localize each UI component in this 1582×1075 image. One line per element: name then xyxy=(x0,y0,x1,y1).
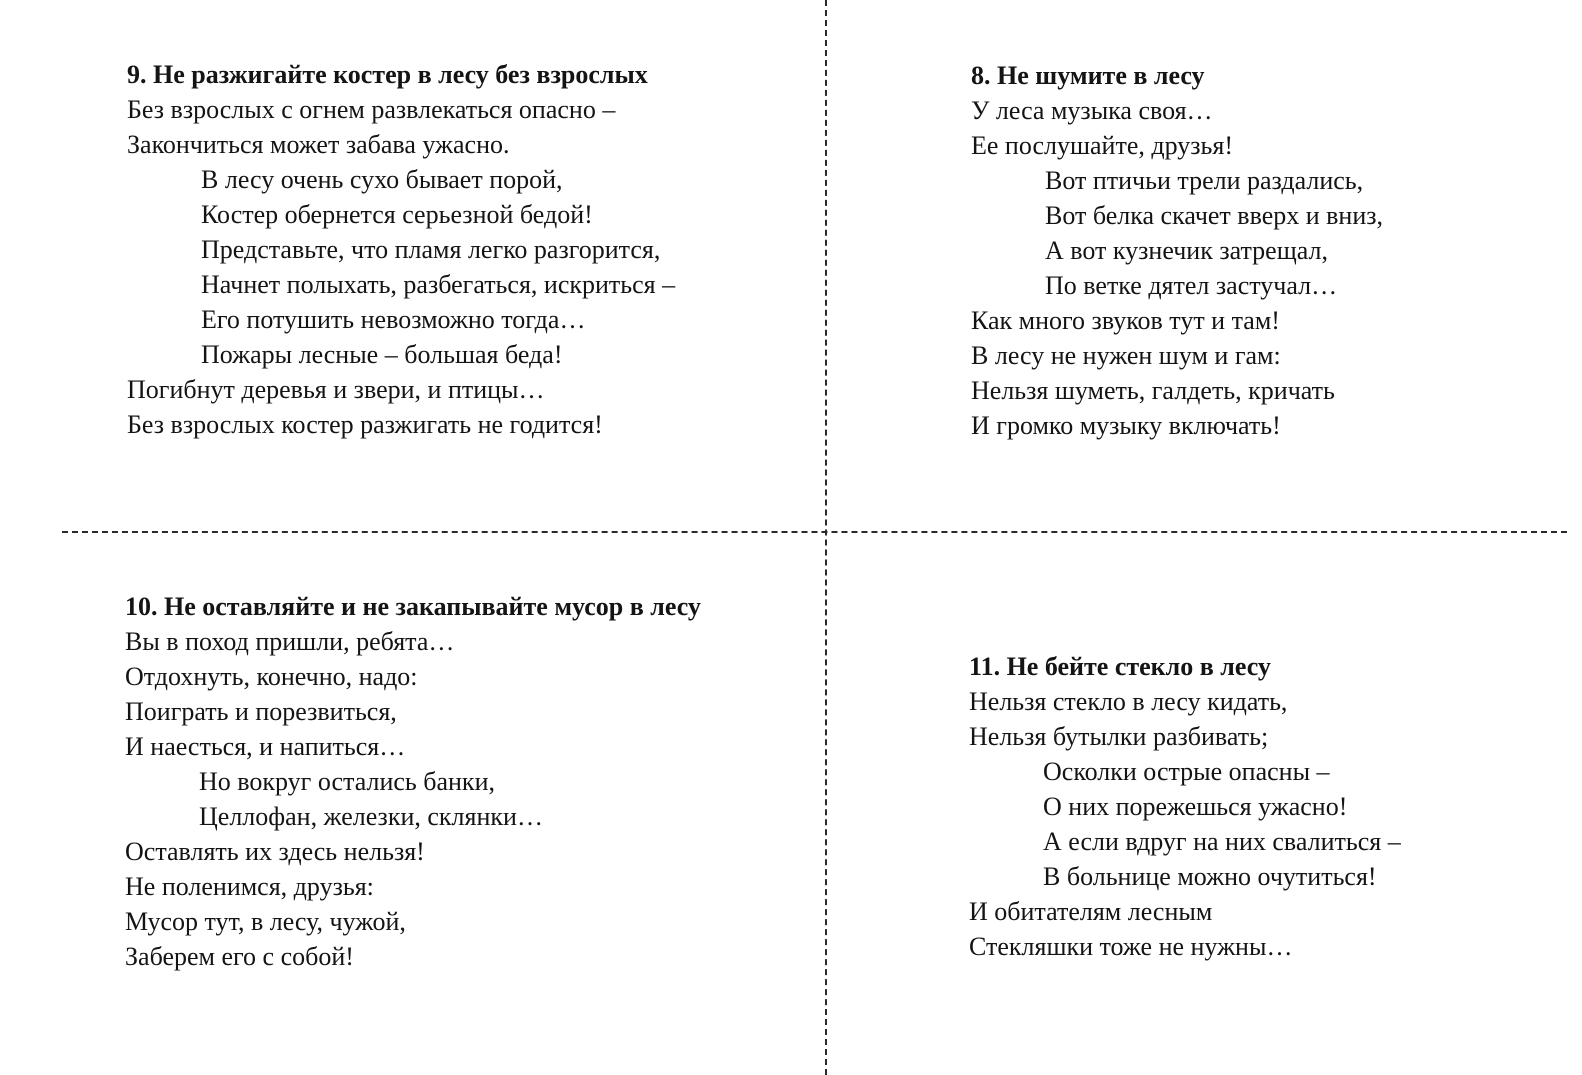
verse-line: Поиграть и порезвиться, xyxy=(125,697,397,726)
verse-line: Пожары лесные – большая беда! xyxy=(201,340,563,369)
verse-line: Мусор тут, в лесу, чужой, xyxy=(125,907,406,936)
verse-line: В лесу не нужен шум и гам: xyxy=(971,341,1281,370)
card-rule-8 xyxy=(971,58,1383,443)
verse-line: А если вдруг на них свалиться – xyxy=(1043,827,1401,856)
verse-line: Нельзя стекло в лесу кидать, xyxy=(969,687,1288,716)
verse-line: Не поленимся, друзья: xyxy=(125,872,374,901)
verse-line: По ветке дятел застучал… xyxy=(1045,271,1338,300)
verse-line: Начнет полыхать, разбегаться, искриться – xyxy=(201,270,676,299)
verse-line: В больнице можно очутиться! xyxy=(1043,862,1377,891)
card-title: 8. Не шумите в лесу xyxy=(971,61,1205,90)
verse-line: Погибнут деревья и звери, и птицы… xyxy=(127,375,545,404)
verse-line: Ее послушайте, друзья! xyxy=(971,131,1234,160)
verse-line: И наесться, и напиться… xyxy=(125,732,406,761)
verse-line: Закончиться может забава ужасно. xyxy=(127,130,510,159)
vertical-cut-line xyxy=(825,0,827,1075)
verse-line: Стекляшки тоже не нужны… xyxy=(969,932,1293,961)
verse-line: Целлофан, железки, склянки… xyxy=(199,802,543,831)
card-title: 10. Не оставляйте и не закапывайте мусор в лесу xyxy=(125,592,701,621)
verse-line: Нельзя бутылки разбивать; xyxy=(969,722,1269,751)
horizontal-cut-line xyxy=(62,531,1567,533)
verse-line: В лесу очень сухо бывает порой, xyxy=(201,165,563,194)
verse-line: Его потушить невозможно тогда… xyxy=(201,305,586,334)
verse-line: О них порежешься ужасно! xyxy=(1043,792,1348,821)
card-title: 11. Не бейте стекло в лесу xyxy=(969,652,1271,681)
verse-line: Осколки острые опасны – xyxy=(1043,757,1330,786)
verse-line: Костер обернется серьезной бедой! xyxy=(201,200,593,229)
verse-line: Вот белка скачет вверх и вниз, xyxy=(1045,201,1384,230)
card-rule-10 xyxy=(125,589,701,974)
verse-line: Оставлять их здесь нельзя! xyxy=(125,837,425,866)
verse-line: Вот птичьи трели раздались, xyxy=(1045,166,1364,195)
verse-line: Без взрослых костер разжигать не годится! xyxy=(127,410,603,439)
card-rule-9 xyxy=(127,57,675,442)
verse-line: Представьте, что пламя легко разгорится, xyxy=(201,235,661,264)
verse-line: Заберем его с собой! xyxy=(125,942,354,971)
verse-line: Но вокруг остались банки, xyxy=(199,767,495,796)
verse-line: И громко музыку включать! xyxy=(971,411,1281,440)
card-title: 9. Не разжигайте костер в лесу без взрослых xyxy=(127,60,648,89)
verse-line: Отдохнуть, конечно, надо: xyxy=(125,662,418,691)
verse-line: У леса музыка своя… xyxy=(971,96,1213,125)
card-rule-11 xyxy=(969,649,1401,964)
verse-line: Нельзя шуметь, галдеть, кричать xyxy=(971,376,1335,405)
verse-line: И обитателям лесным xyxy=(969,897,1213,926)
verse-line: Как много звуков тут и там! xyxy=(971,306,1280,335)
verse-line: А вот кузнечик затрещал, xyxy=(1045,236,1328,265)
verse-line: Без взрослых с огнем развлекаться опасно – xyxy=(127,95,616,124)
verse-line: Вы в поход пришли, ребята… xyxy=(125,627,455,656)
